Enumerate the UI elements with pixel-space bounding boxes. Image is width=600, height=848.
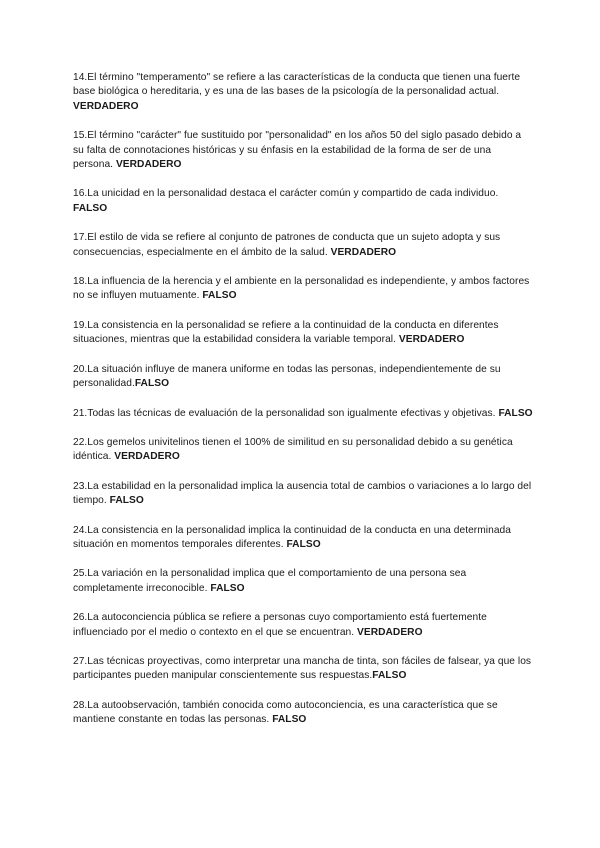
statement-text: 18.La influencia de la herencia y el ambiente en la personalidad es independiente, y ambos factores no se influyen mutuamente. <box>73 276 530 302</box>
statement-text: 26.La autoconciencia pública se refiere a personas cuyo comportamiento está fuertemente influenciado por el medio o contexto en el que se encuentran. <box>73 612 487 638</box>
statement-answer: VERDADERO <box>114 451 180 463</box>
statement-answer: FALSO <box>73 202 108 214</box>
statement-answer: VERDADERO <box>330 246 397 258</box>
statement-answer: VERDADERO <box>357 626 423 638</box>
statement-answer: FALSO <box>286 538 321 550</box>
statement-text: 16.La unicidad en la personalidad destaca el carácter común y compartido de cada individuo. <box>73 188 499 200</box>
statement-text: 15.El término "carácter" fue sustituido por "personalidad" en los años 50 del siglo pasado debido a su falta de connotaciones históricas y su énfasis en la estabilidad de la forma de ser de una persona. <box>73 130 522 171</box>
statement-answer: FALSO <box>498 407 533 419</box>
statement-21 <box>73 407 533 421</box>
statement-18 <box>73 275 533 304</box>
statement-text: 21.Todas las técnicas de evaluación de la personalidad son igualmente efectivas y objetivas. <box>73 407 499 419</box>
statement-answer: FALSO <box>202 290 237 302</box>
statement-19 <box>73 319 533 348</box>
statement-answer: VERDADERO <box>73 100 139 112</box>
statement-26 <box>73 611 533 640</box>
statement-answer: FALSO <box>134 378 170 390</box>
statement-text: 17.El estilo de vida se refiere al conjunto de patrones de conducta que un sujeto adopta y sus consecuencias, especialmente en el ámbito de la salud. <box>73 232 501 258</box>
statement-text: 28.La autoobservación, también conocida como autoconciencia, es una característica que se mantiene constante en todas las personas. <box>73 699 498 726</box>
statement-20 <box>73 363 533 392</box>
statement-text: 23.La estabilidad en la personalidad implica la ausencia total de cambios o variaciones a lo largo del tiempo. <box>73 480 532 507</box>
statement-text: 22.Los gemelos univitelinos tienen el 100% de similitud en su personalidad debido a su genética idéntica. <box>73 436 513 463</box>
statement-text: 24.La consistencia en la personalidad implica la continuidad de la conducta en una determinada situación en momentos temporales diferentes. <box>73 524 511 550</box>
statement-25 <box>73 567 533 596</box>
statement-22 <box>73 436 533 465</box>
statement-text: 27.Las técnicas proyectivas, como interpretar una mancha de tinta, son fáciles de falsear, ya que los participantes pueden manipular conscientemente sus respuestas. <box>73 655 532 682</box>
statement-text: 20.La situación influye de manera uniforme en todas las personas, independientemente de su personalidad. <box>73 363 501 390</box>
statement-answer: FALSO <box>272 714 307 726</box>
statement-text: 25.La variación en la personalidad implica que el comportamiento de una persona sea completamente irreconocible. <box>73 568 467 594</box>
statement-17 <box>73 231 533 260</box>
statement-text: 14.El término "temperamento" se refiere a las características de la conducta que tienen una fuerte base biológica o hereditaria, y es una de las bases de la psicología de la personalidad actual. <box>73 72 521 98</box>
statement-16 <box>73 187 533 216</box>
statement-answer: FALSO <box>109 495 144 507</box>
statement-23 <box>73 480 533 509</box>
statement-list <box>73 71 533 743</box>
statement-answer: FALSO <box>372 670 407 682</box>
statement-answer: FALSO <box>210 582 245 594</box>
statement-28 <box>73 699 533 728</box>
statement-answer: VERDADERO <box>398 334 465 346</box>
statement-27 <box>73 655 533 684</box>
statement-14 <box>73 71 533 114</box>
statement-text: 19.La consistencia en la personalidad se refiere a la continuidad de la conducta en diferentes situaciones, mientras que la estabilidad considera la variable temporal. <box>73 319 499 346</box>
statement-24 <box>73 524 533 553</box>
statement-answer: VERDADERO <box>115 159 182 171</box>
statement-15 <box>73 129 533 172</box>
